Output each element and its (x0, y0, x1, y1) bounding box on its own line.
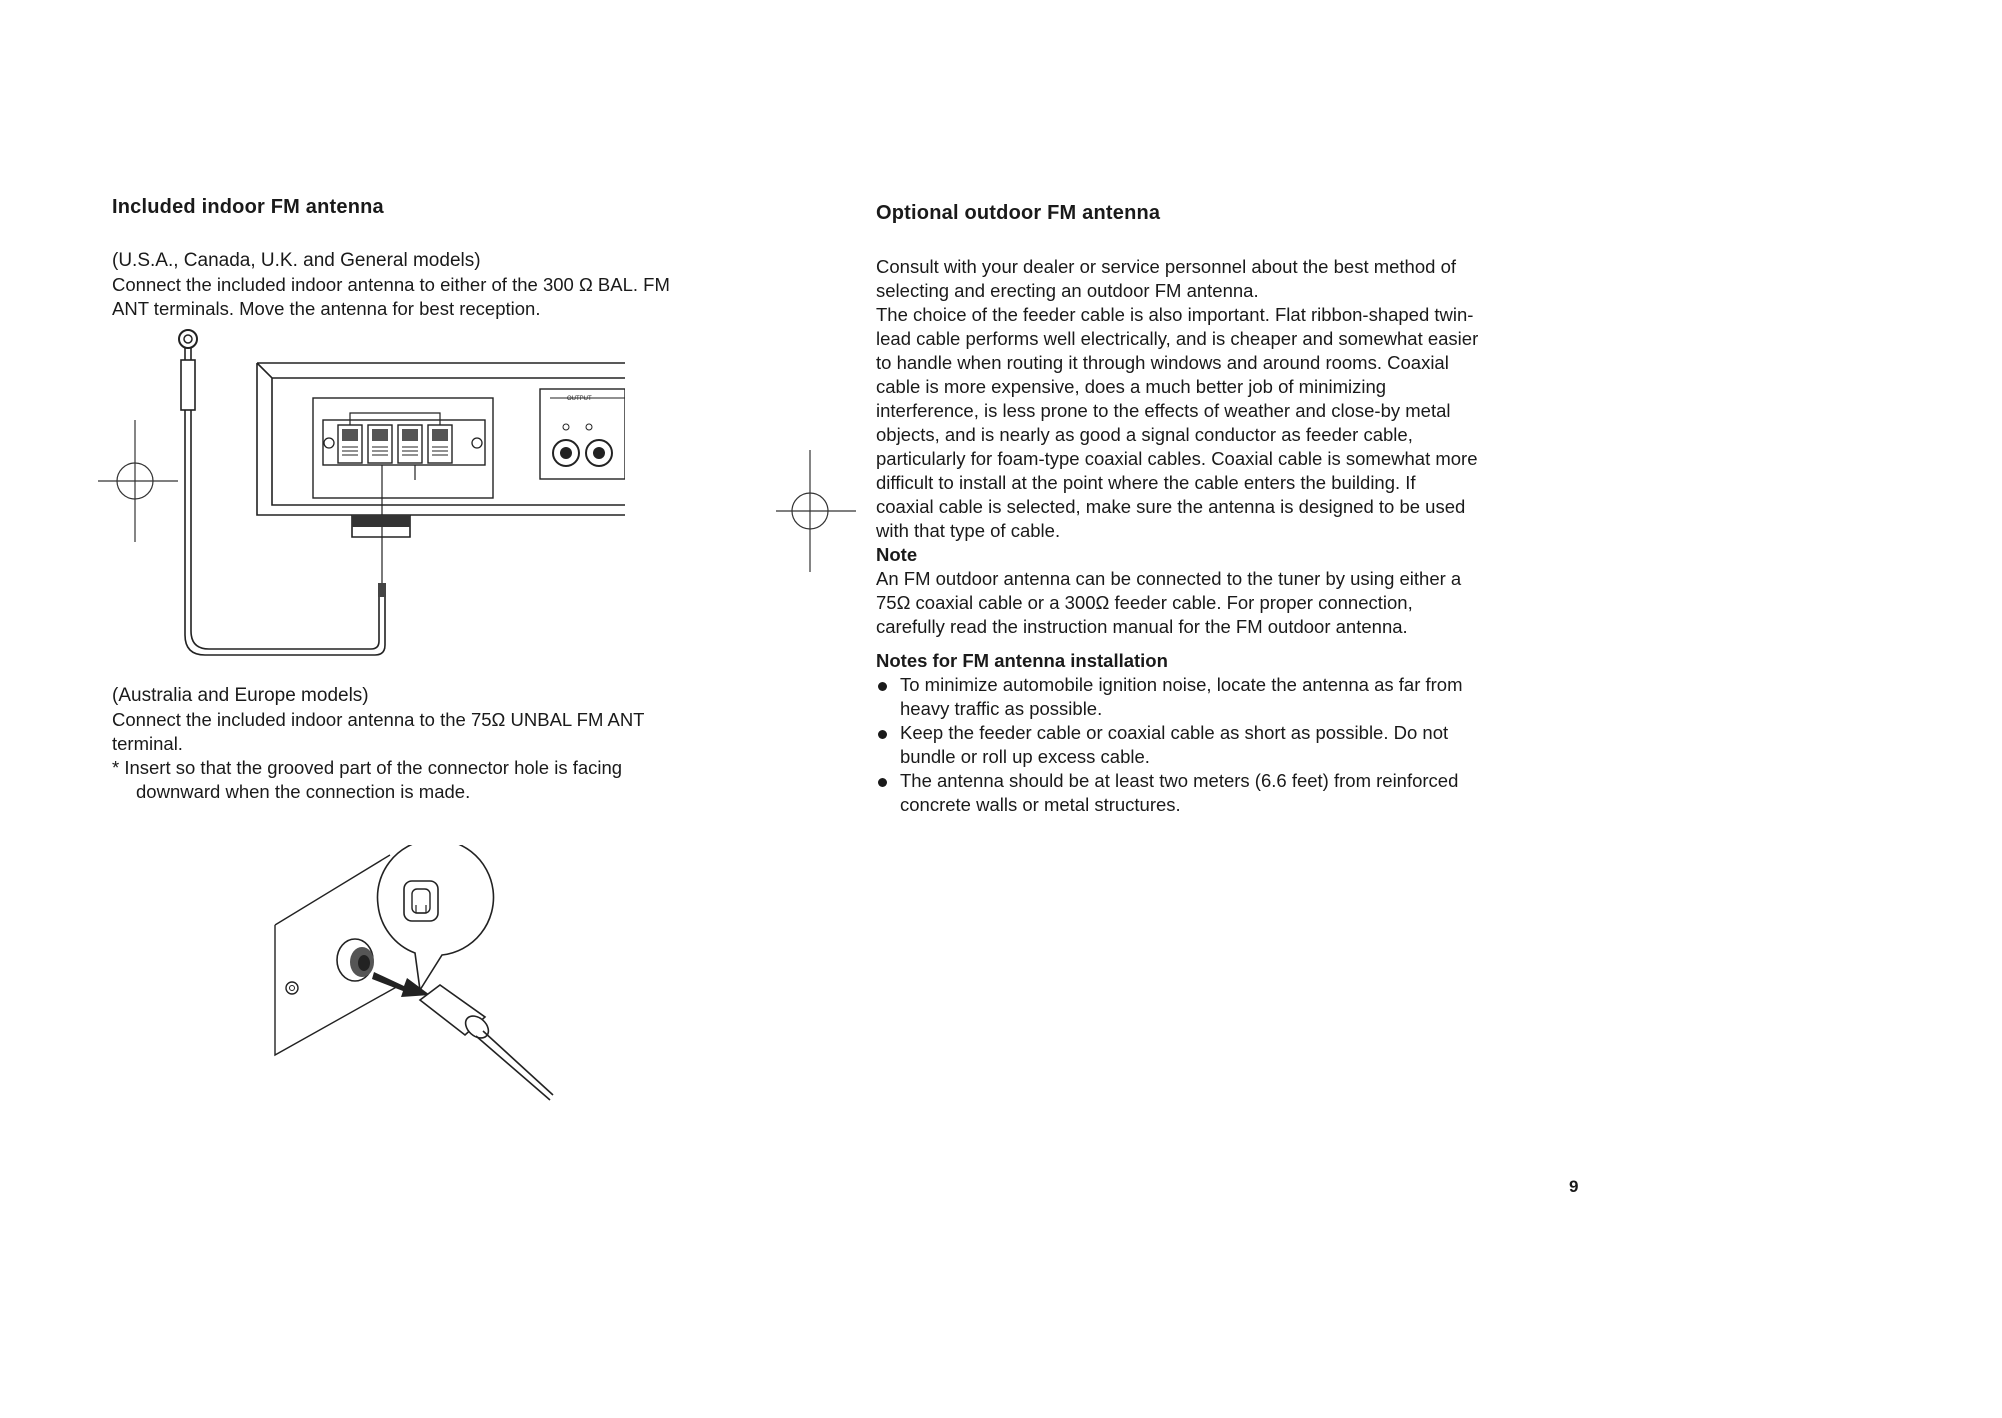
models-eu-label: (Australia and Europe models) (112, 685, 369, 706)
insert-note-line-1: * Insert so that the grooved part of the connector hole is facing (112, 757, 623, 778)
right-column (876, 196, 1556, 817)
outdoor-line-7: objects, and is nearly as good a signal conductor as feeder cable, (876, 424, 1413, 445)
outdoor-line-4: to handle when routing it through windows and around rooms. Coaxial (876, 352, 1449, 373)
zoom-callout (377, 845, 493, 990)
eu-text-line-1: Connect the included indoor antenna to the 75Ω UNBAL FM ANT (112, 709, 645, 730)
insert-note-line-2: downward when the connection is made. (136, 781, 471, 802)
antenna-terminals (324, 413, 482, 480)
outdoor-line-3: lead cable performs well electrically, and is cheaper and somewhat easier (876, 328, 1479, 349)
outdoor-line-11: with that type of cable. (876, 520, 1061, 541)
output-label: OUTPUT (567, 396, 592, 402)
note-line-0: An FM outdoor antenna can be connected to the tuner by using either a (876, 568, 1462, 589)
registration-mark-left (98, 420, 178, 542)
outdoor-antenna-heading: Optional outdoor FM antenna (876, 202, 1161, 224)
outdoor-line-9: difficult to install at the point where the cable enters the building. If (876, 472, 1416, 493)
indoor-antenna-diagram (175, 325, 625, 660)
outdoor-line-8: particularly for foam-type coaxial cables. Coaxial cable is somewhat more (876, 448, 1478, 469)
registration-mark-center (776, 450, 856, 572)
indoor-text-line-2: ANT terminals. Move the antenna for best reception. (112, 298, 541, 319)
antenna-plug (181, 360, 195, 410)
output-panel (540, 389, 625, 479)
installation-notes-heading: Notes for FM antenna installation (876, 650, 1168, 671)
note-line-2: carefully read the instruction manual for the FM outdoor antenna. (876, 616, 1408, 637)
screw-icon (286, 982, 298, 994)
eu-text-line-2: terminal. (112, 733, 183, 754)
antenna-loop (179, 330, 197, 348)
bullet-icon (878, 682, 887, 691)
indoor-text-line-1: Connect the included indoor antenna to either of the 300 Ω BAL. FM (112, 274, 670, 295)
outdoor-line-5: cable is more expensive, does a much better job of minimizing (876, 376, 1387, 397)
outdoor-line-2: The choice of the feeder cable is also important. Flat ribbon-shaped twin- (876, 304, 1474, 325)
outdoor-line-0: Consult with your dealer or service personnel about the best method of (876, 256, 1456, 277)
note-line-1: 75Ω coaxial cable or a 300Ω feeder cable. For proper connection, (876, 592, 1413, 613)
left-column (112, 196, 762, 321)
bullet-icon (878, 778, 887, 787)
outdoor-line-6: interference, is less prone to the effects of weather and close-by metal (876, 400, 1451, 421)
page-number: 9 (1569, 1177, 1579, 1196)
models-us-label: (U.S.A., Canada, U.K. and General models) (112, 250, 481, 271)
list-item: To minimize automobile ignition noise, locate the antenna as far from heavy traffic as possible. (876, 673, 1556, 721)
list-item: The antenna should be at least two meters (6.6 feet) from reinforced concrete walls or metal structures. (876, 769, 1556, 817)
bullet-icon (878, 730, 887, 739)
list-item: Keep the feeder cable or coaxial cable as short as possible. Do not bundle or roll up excess cable. (876, 721, 1556, 769)
indoor-antenna-heading: Included indoor FM antenna (112, 196, 384, 218)
outdoor-line-1: selecting and erecting an outdoor FM antenna. (876, 280, 1259, 301)
outdoor-line-10: coaxial cable is selected, make sure the antenna is designed to be used (876, 496, 1466, 517)
coaxial-connector-diagram (270, 845, 570, 1110)
note-heading: Note (876, 544, 918, 565)
left-column-lower (112, 684, 762, 804)
installation-notes-list (876, 673, 1556, 817)
